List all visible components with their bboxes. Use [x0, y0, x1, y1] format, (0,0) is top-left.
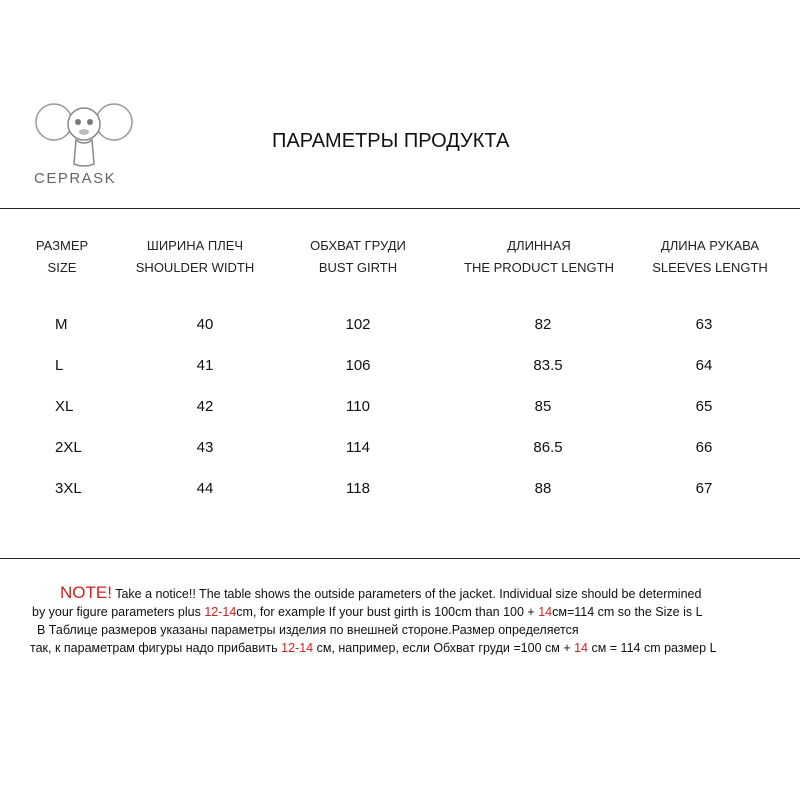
header-length [460, 235, 618, 279]
cell-shoulder: 40 [196, 316, 214, 333]
note-text-en1: Take a notice!! The table shows the outside parameters of the jacket. Individual size should be determined [115, 587, 702, 601]
cell-size: 3XL [55, 480, 82, 497]
table-top-divider [0, 208, 800, 209]
cell-length: 85 [534, 398, 552, 415]
note-highlight: 14 [574, 641, 588, 655]
note-text: так, к параметрам фигуры надо прибавить [30, 641, 282, 655]
note-text: cm, for example If your bust girth is 100cm than 100 + [236, 605, 539, 619]
brand-logo [30, 92, 140, 192]
cell-shoulder: 42 [196, 398, 214, 415]
cell-bust: 118 [346, 480, 370, 497]
cell-length: 88 [534, 480, 552, 497]
header-sleeve-en: SLEEVES LENGTH [652, 260, 768, 275]
header-size-en: SIZE [47, 260, 77, 275]
note-text: by your figure parameters plus [32, 605, 205, 619]
cell-sleeve: 64 [695, 357, 713, 374]
cell-shoulder: 41 [196, 357, 214, 374]
cell-length: 83.5 [533, 357, 563, 374]
cell-shoulder: 44 [196, 480, 214, 497]
cell-size: 2XL [55, 439, 82, 456]
cell-sleeve: 65 [695, 398, 713, 415]
cell-length: 86.5 [533, 439, 563, 456]
cell-sleeve: 63 [695, 316, 713, 333]
header-length-ru: ДЛИННАЯ [507, 238, 571, 253]
size-note [30, 583, 790, 657]
cell-shoulder: 43 [196, 439, 214, 456]
cell-sleeve: 66 [695, 439, 713, 456]
cell-sleeve: 67 [695, 480, 713, 497]
note-highlight: 12-14 [204, 605, 237, 619]
header-shoulder-ru: ШИРИНА ПЛЕЧ [146, 238, 244, 253]
note-text: см, например, если Обхват груди =100 см + [313, 641, 575, 655]
note-line-ru1 [34, 621, 790, 639]
header-bust-en: BUST GIRTH [318, 260, 398, 275]
cell-bust: 106 [345, 357, 371, 374]
header-sleeve-ru: ДЛИНА РУКАВА [660, 238, 760, 253]
note-highlight: 12-14 [281, 641, 314, 655]
header-bust-ru: ОБХВАТ ГРУДИ [310, 238, 406, 253]
cell-bust: 110 [346, 398, 370, 415]
header-shoulder [130, 235, 260, 279]
note-text: см = 114 cm размер L [588, 641, 717, 655]
cell-bust: 114 [346, 439, 370, 456]
note-highlight: 14 [538, 605, 553, 619]
cell-bust: 102 [345, 316, 371, 333]
note-text: см=114 cm so the Size is L [552, 605, 703, 619]
cheburashka-logo-icon [34, 92, 134, 172]
header-size-ru: РАЗМЕР [35, 238, 89, 253]
header-sleeve [644, 235, 776, 279]
note-line-en1 [60, 584, 790, 603]
table-bottom-divider [0, 558, 800, 559]
cell-size: XL [55, 398, 74, 415]
header-bust [298, 235, 418, 279]
note-line-ru2 [30, 639, 790, 657]
header-shoulder-en: SHOULDER WIDTH [135, 260, 255, 275]
note-label: NOTE! [60, 583, 112, 602]
note-line-en2 [32, 603, 790, 621]
cell-length: 82 [534, 316, 552, 333]
page-title: ПАРАМЕТРЫ ПРОДУКТА [272, 130, 510, 152]
brand-name: CEPRASK [34, 170, 117, 187]
cell-size: L [55, 357, 64, 374]
cell-size: M [55, 316, 68, 333]
note-text: В Таблице размеров указаны параметры изделия по внешней стороне.Размер определяется [37, 623, 579, 637]
header-length-en: THE PRODUCT LENGTH [464, 260, 614, 275]
header-size [22, 235, 102, 279]
